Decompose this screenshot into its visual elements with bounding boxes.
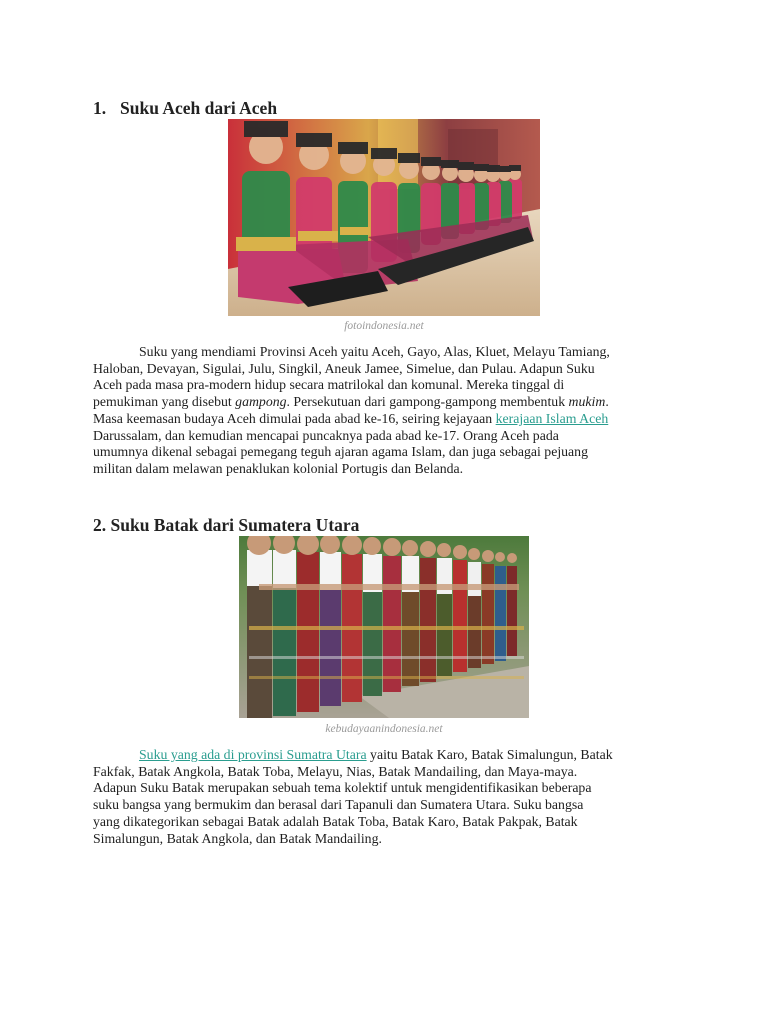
- text-line: Simalungun, Batak Angkola, dan Batak Mandailing.: [93, 830, 382, 846]
- section2-heading: 2. Suku Batak dari Sumatera Utara: [93, 515, 360, 535]
- section2-paragraph: [93, 747, 683, 847]
- aceh-dance-photo: [228, 119, 540, 316]
- text-line: umumnya dikenal sebagai pemegang teguh ajaran agama Islam, dan juga sebagai pejuang: [93, 444, 588, 460]
- text-fragment: .: [605, 394, 609, 410]
- term-gampong: gampong: [235, 394, 287, 410]
- text-line: Aceh pada masa pra-modern hidup secara matrilokal dan komunal. Mereka tinggal di: [93, 377, 565, 393]
- section1-photo-credit: fotoindonesia.net: [344, 320, 424, 332]
- text-fragment: . Persekutuan dari gampong-gampong membentuk: [286, 394, 569, 410]
- text-line: suku bangsa yang bermukim dan berasal dari Tapanuli dan Sumatera Utara. Suku bangsa: [93, 797, 584, 813]
- text-line: Suku yang mendiami Provinsi Aceh yaitu Aceh, Gayo, Alas, Kluet, Melayu Tamiang,: [139, 344, 610, 359]
- text-line: [93, 747, 683, 764]
- section1-heading: [93, 98, 277, 119]
- section1-title: Suku Aceh dari Aceh: [120, 98, 278, 118]
- text-line: Adapun Suku Batak merupakan sebuah tema kolektif untuk mengidentifikasikan beberapa: [93, 780, 592, 796]
- text-line: Darussalam, dan kemudian mencapai puncaknya pada abad ke-17. Orang Aceh pada: [93, 427, 559, 443]
- text-fragment: Masa keemasan budaya Aceh dimulai pada abad ke-16, seiring kejayaan: [93, 410, 496, 426]
- suku-sumatra-utara-link[interactable]: Suku yang ada di provinsi Sumatra Utara: [139, 747, 367, 762]
- text-line: yang dikategorikan sebagai Batak adalah Batak Toba, Batak Karo, Batak Pakpak, Batak: [93, 813, 578, 829]
- text-line: [93, 394, 683, 411]
- text-fragment: yaitu Batak Karo, Batak Simalungun, Batak: [366, 747, 613, 762]
- term-mukim: mukim: [568, 394, 606, 410]
- section1-paragraph: [93, 344, 683, 478]
- section2-photo-credit: kebudayaanindonesia.net: [325, 723, 443, 735]
- text-line: [93, 411, 683, 428]
- batak-dance-photo: [239, 536, 529, 718]
- text-line: Haloban, Devayan, Sigulai, Julu, Singkil, Aneuk Jamee, Simelue, dan Pulau. Adapun Suku: [93, 360, 595, 376]
- text-line: Fakfak, Batak Angkola, Batak Toba, Melayu, Nias, Batak Mandailing, dan Maya-maya.: [93, 763, 578, 779]
- section1-number: 1.: [93, 98, 107, 118]
- text-line: militan dalam melawan penaklukan kolonial Portugis dan Belanda.: [93, 460, 464, 476]
- kerajaan-islam-aceh-link[interactable]: kerajaan Islam Aceh: [495, 410, 609, 426]
- text-fragment: pemukiman yang disebut: [93, 394, 236, 410]
